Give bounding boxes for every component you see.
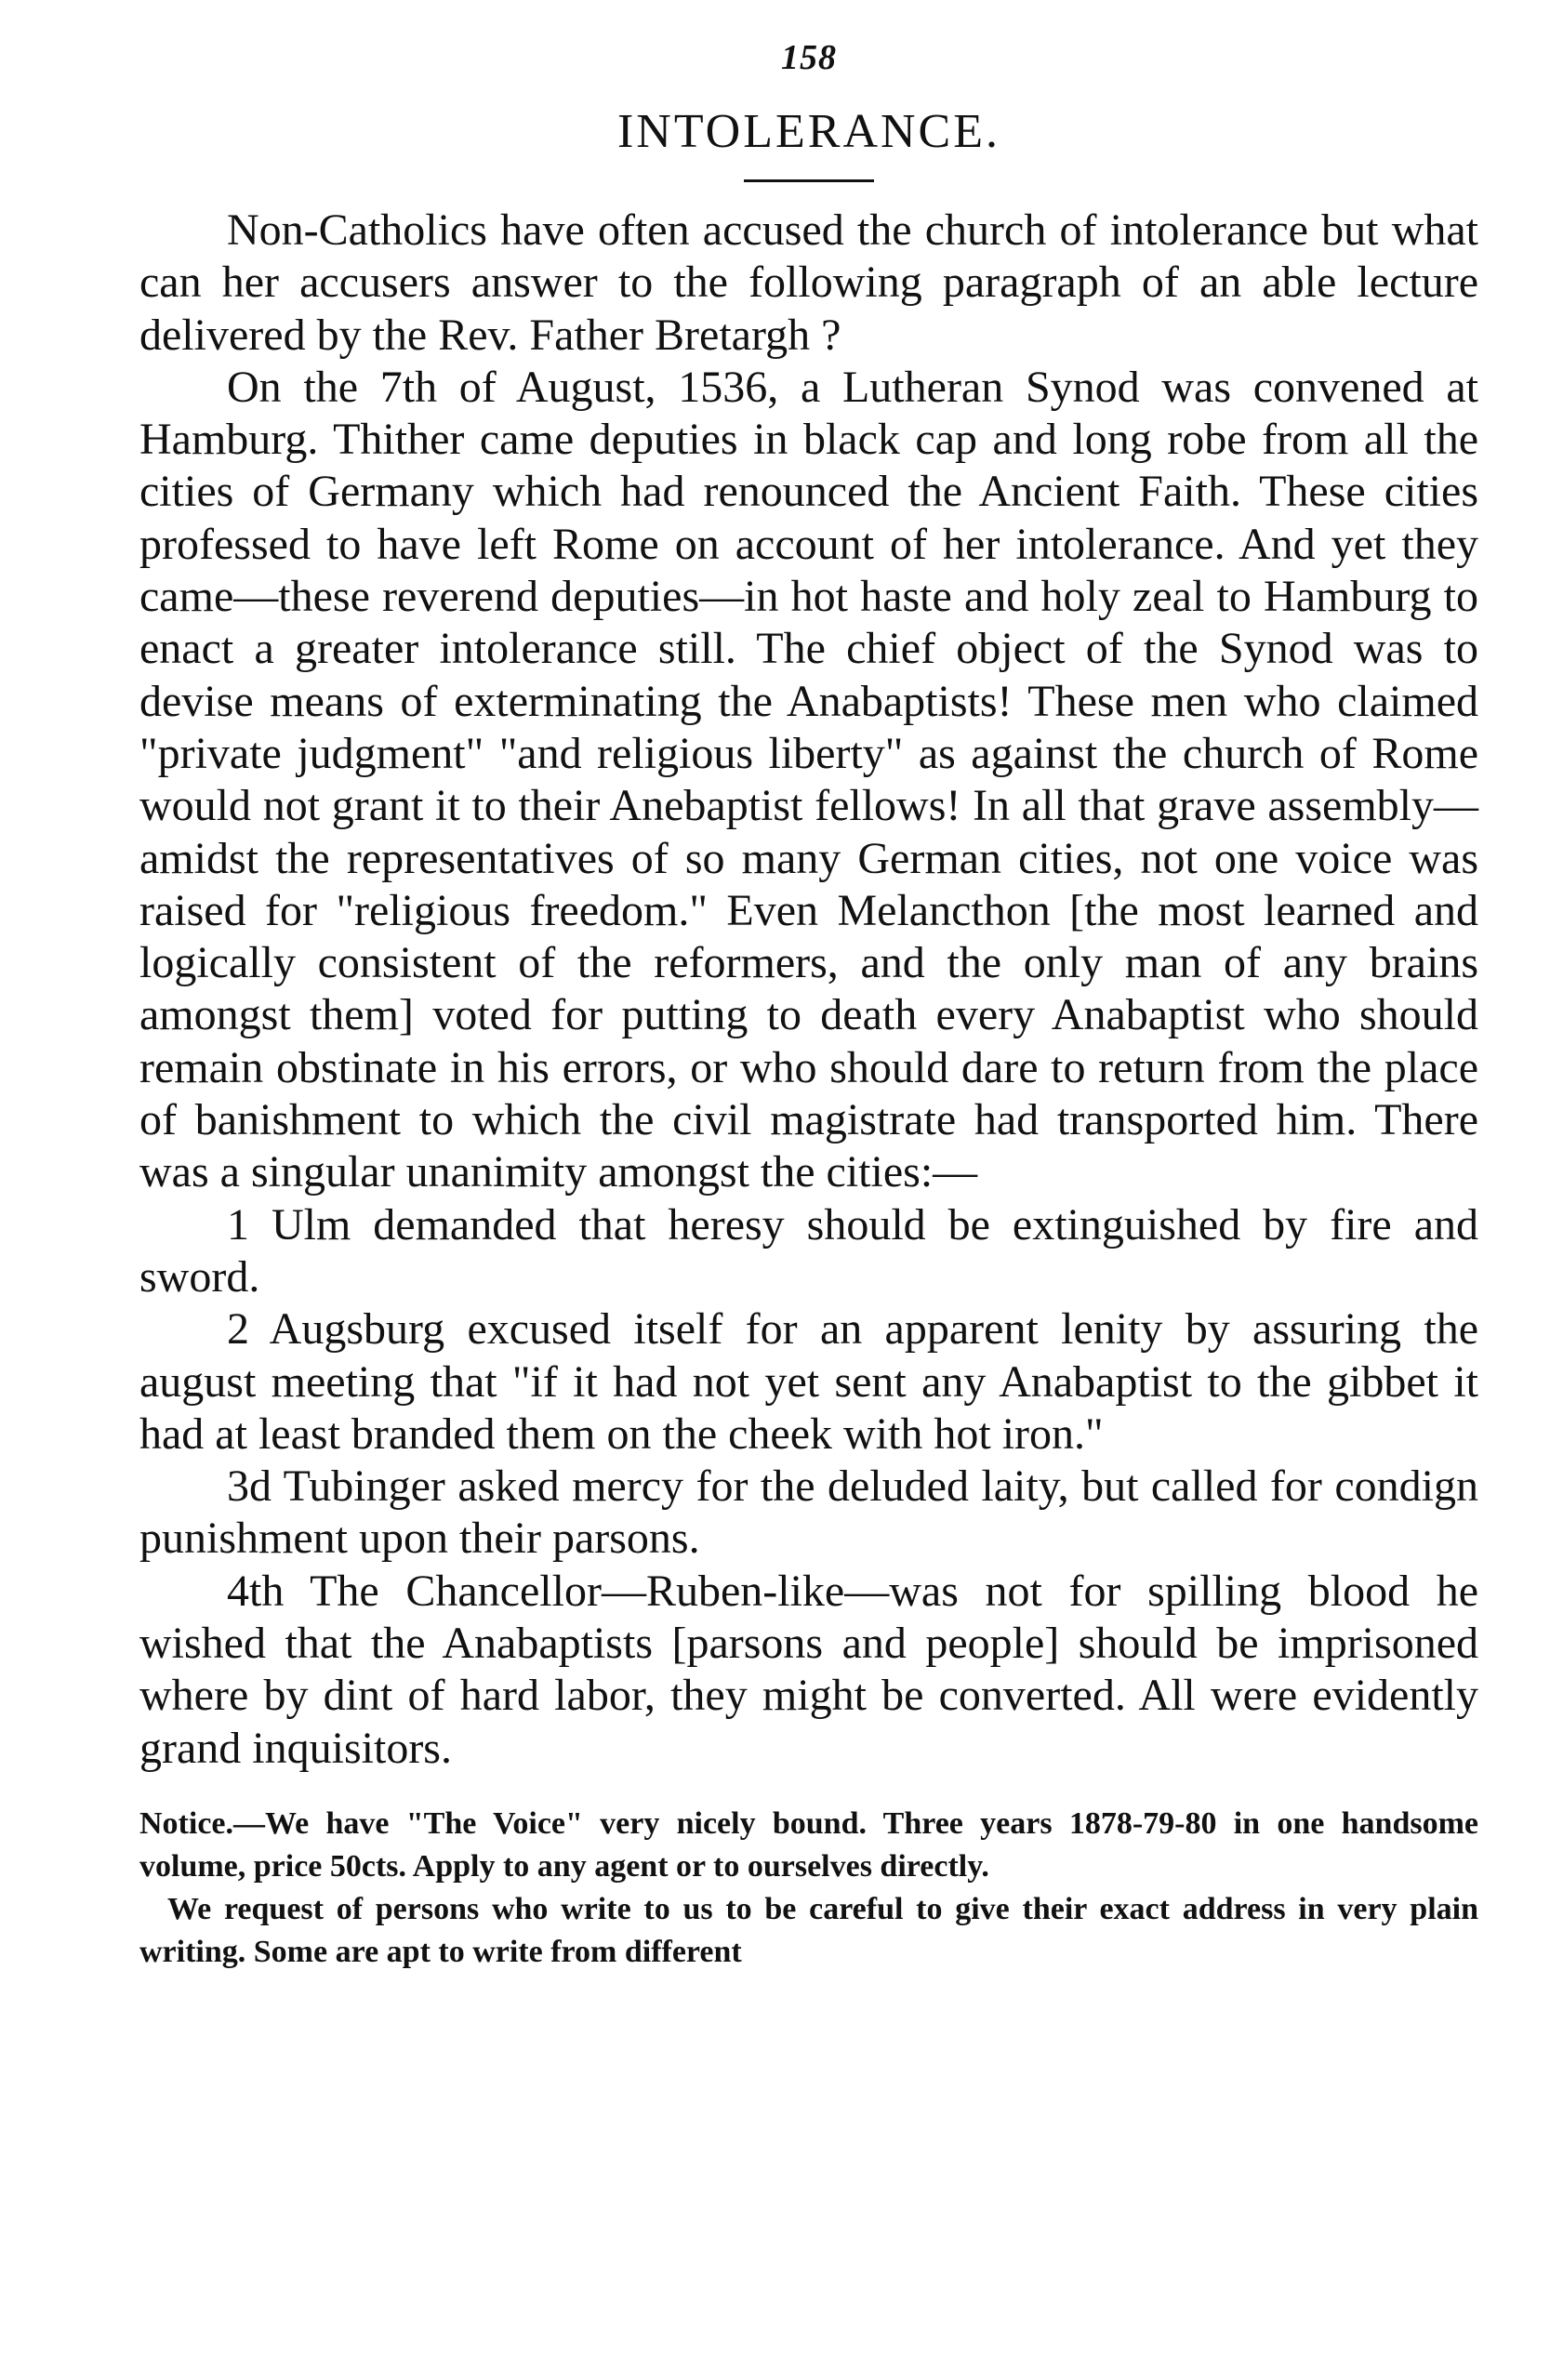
notice-request: We request of persons who write to us to be careful to give their exact address in very plain writing. Some are apt to write from different: [139, 1891, 1478, 1969]
synod-paragraph: On the 7th of August, 1536, a Lutheran Synod was convened at Hamburg. Thither came deputies in black cap and long robe from all the cities of Germany which had renounced the Ancient Faith. These cities professed to have left Rome on account of her intolerance. And yet they came—these reverend deputies—in hot haste and holy zeal to Hamburg to enact a greater intolerance still. The chief object of the Synod was to devise means of exterminating the Anabaptists! These men who claimed "private judgment" "and religious liberty" as against the church of Rome would not grant it to their Anebaptist fellows! In all that grave assembly—amidst the representatives of so many German cities, not one voice was raised for "religious freedom." Even Melancthon [the most learned and logically consistent of the reformers, and the only man of any brains amongst them] voted for putting to death every Anabaptist who should remain obstinate in his errors, or who should dare to return from the place of banishment to which the civil magistrate had transported him. There was a singular unanimity amongst the cities:—: [139, 362, 1478, 1197]
list-item-tubinger: 3d Tubinger asked mercy for the deluded laity, but called for condign punishment upon their parsons.: [139, 1461, 1478, 1564]
notice-label: Notice.: [139, 1805, 234, 1841]
page: [139, 37, 1478, 2343]
list-item-ulm: 1 Ulm demanded that heresy should be extinguished by fire and sword.: [139, 1199, 1478, 1302]
notice-paragraph: [139, 1803, 1478, 1888]
article-body: [139, 205, 1478, 1775]
page-title: INTOLERANCE.: [616, 105, 1000, 158]
list-item-chancellor: 4th The Chancellor—Ruben-like—was not for spilling blood he wished that the Anabaptists [parsons and people] should be imprisoned where by dint of hard labor, they might be converted. All were evidently grand inquisitors.: [139, 1566, 1478, 1773]
intro-paragraph: Non-Catholics have often accused the church of intolerance but what can her accusers answer to the following paragraph of an able lecture delivered by the Rev. Father Bretargh ?: [139, 205, 1478, 360]
list-item-augsburg: 2 Augsburg excused itself for an apparent lenity by assuring the august meeting that "if it had not yet sent any Anabaptist to the gibbet it had at least branded them on the cheek with hot iron.": [139, 1304, 1478, 1459]
notice-block: [139, 1803, 1478, 1974]
page-number: 158: [781, 38, 837, 77]
notice-text: —We have "The Voice" very nicely bound. Three years 1878-79-80 in one handsome volume, price 50cts. Apply to any agent or to ourselves directly.: [139, 1805, 1478, 1884]
title-rule: [744, 179, 874, 182]
